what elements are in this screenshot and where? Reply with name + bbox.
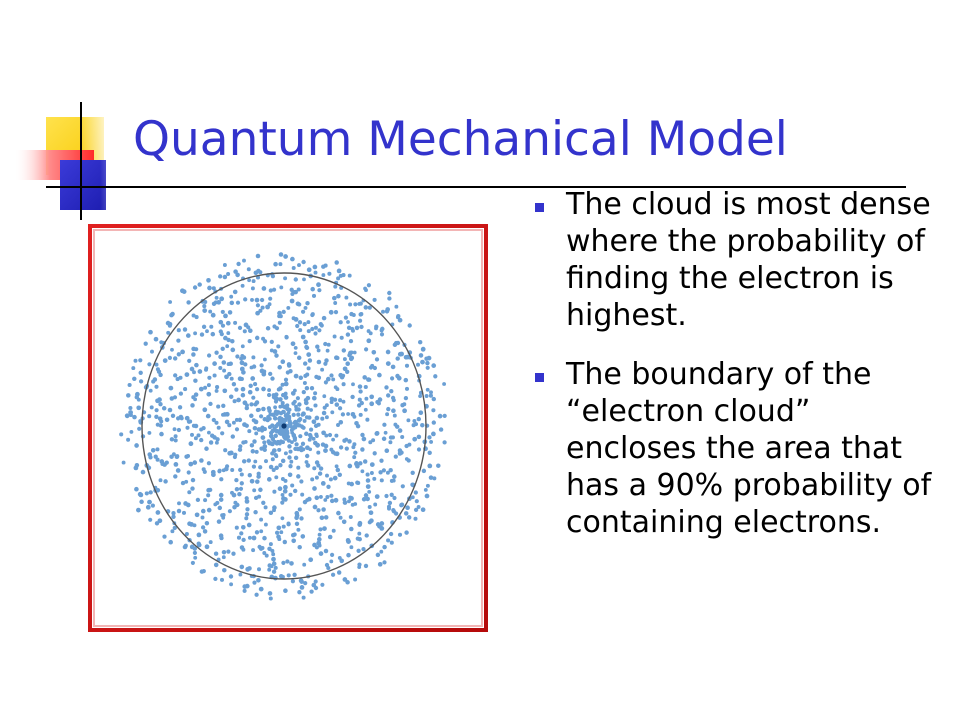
bullet-square-icon xyxy=(535,203,544,212)
slide-title: Quantum Mechanical Model xyxy=(133,112,788,167)
bullet-item-cloud-boundary xyxy=(532,356,932,541)
bullet-list xyxy=(532,186,932,563)
electron-cloud-illustration xyxy=(88,224,488,632)
colored-squares-logo-icon xyxy=(0,90,140,220)
bullet-text: The cloud is most dense where the probability of finding the electron is highest. xyxy=(566,187,931,333)
electron-cloud-figure xyxy=(88,224,488,632)
nucleus xyxy=(281,423,286,428)
bullet-text: The boundary of the “electron cloud” encloses the area that has a 90% probability of containing electrons. xyxy=(566,357,932,540)
bullet-square-icon xyxy=(535,373,544,382)
bullet-item-cloud-density xyxy=(532,186,932,334)
